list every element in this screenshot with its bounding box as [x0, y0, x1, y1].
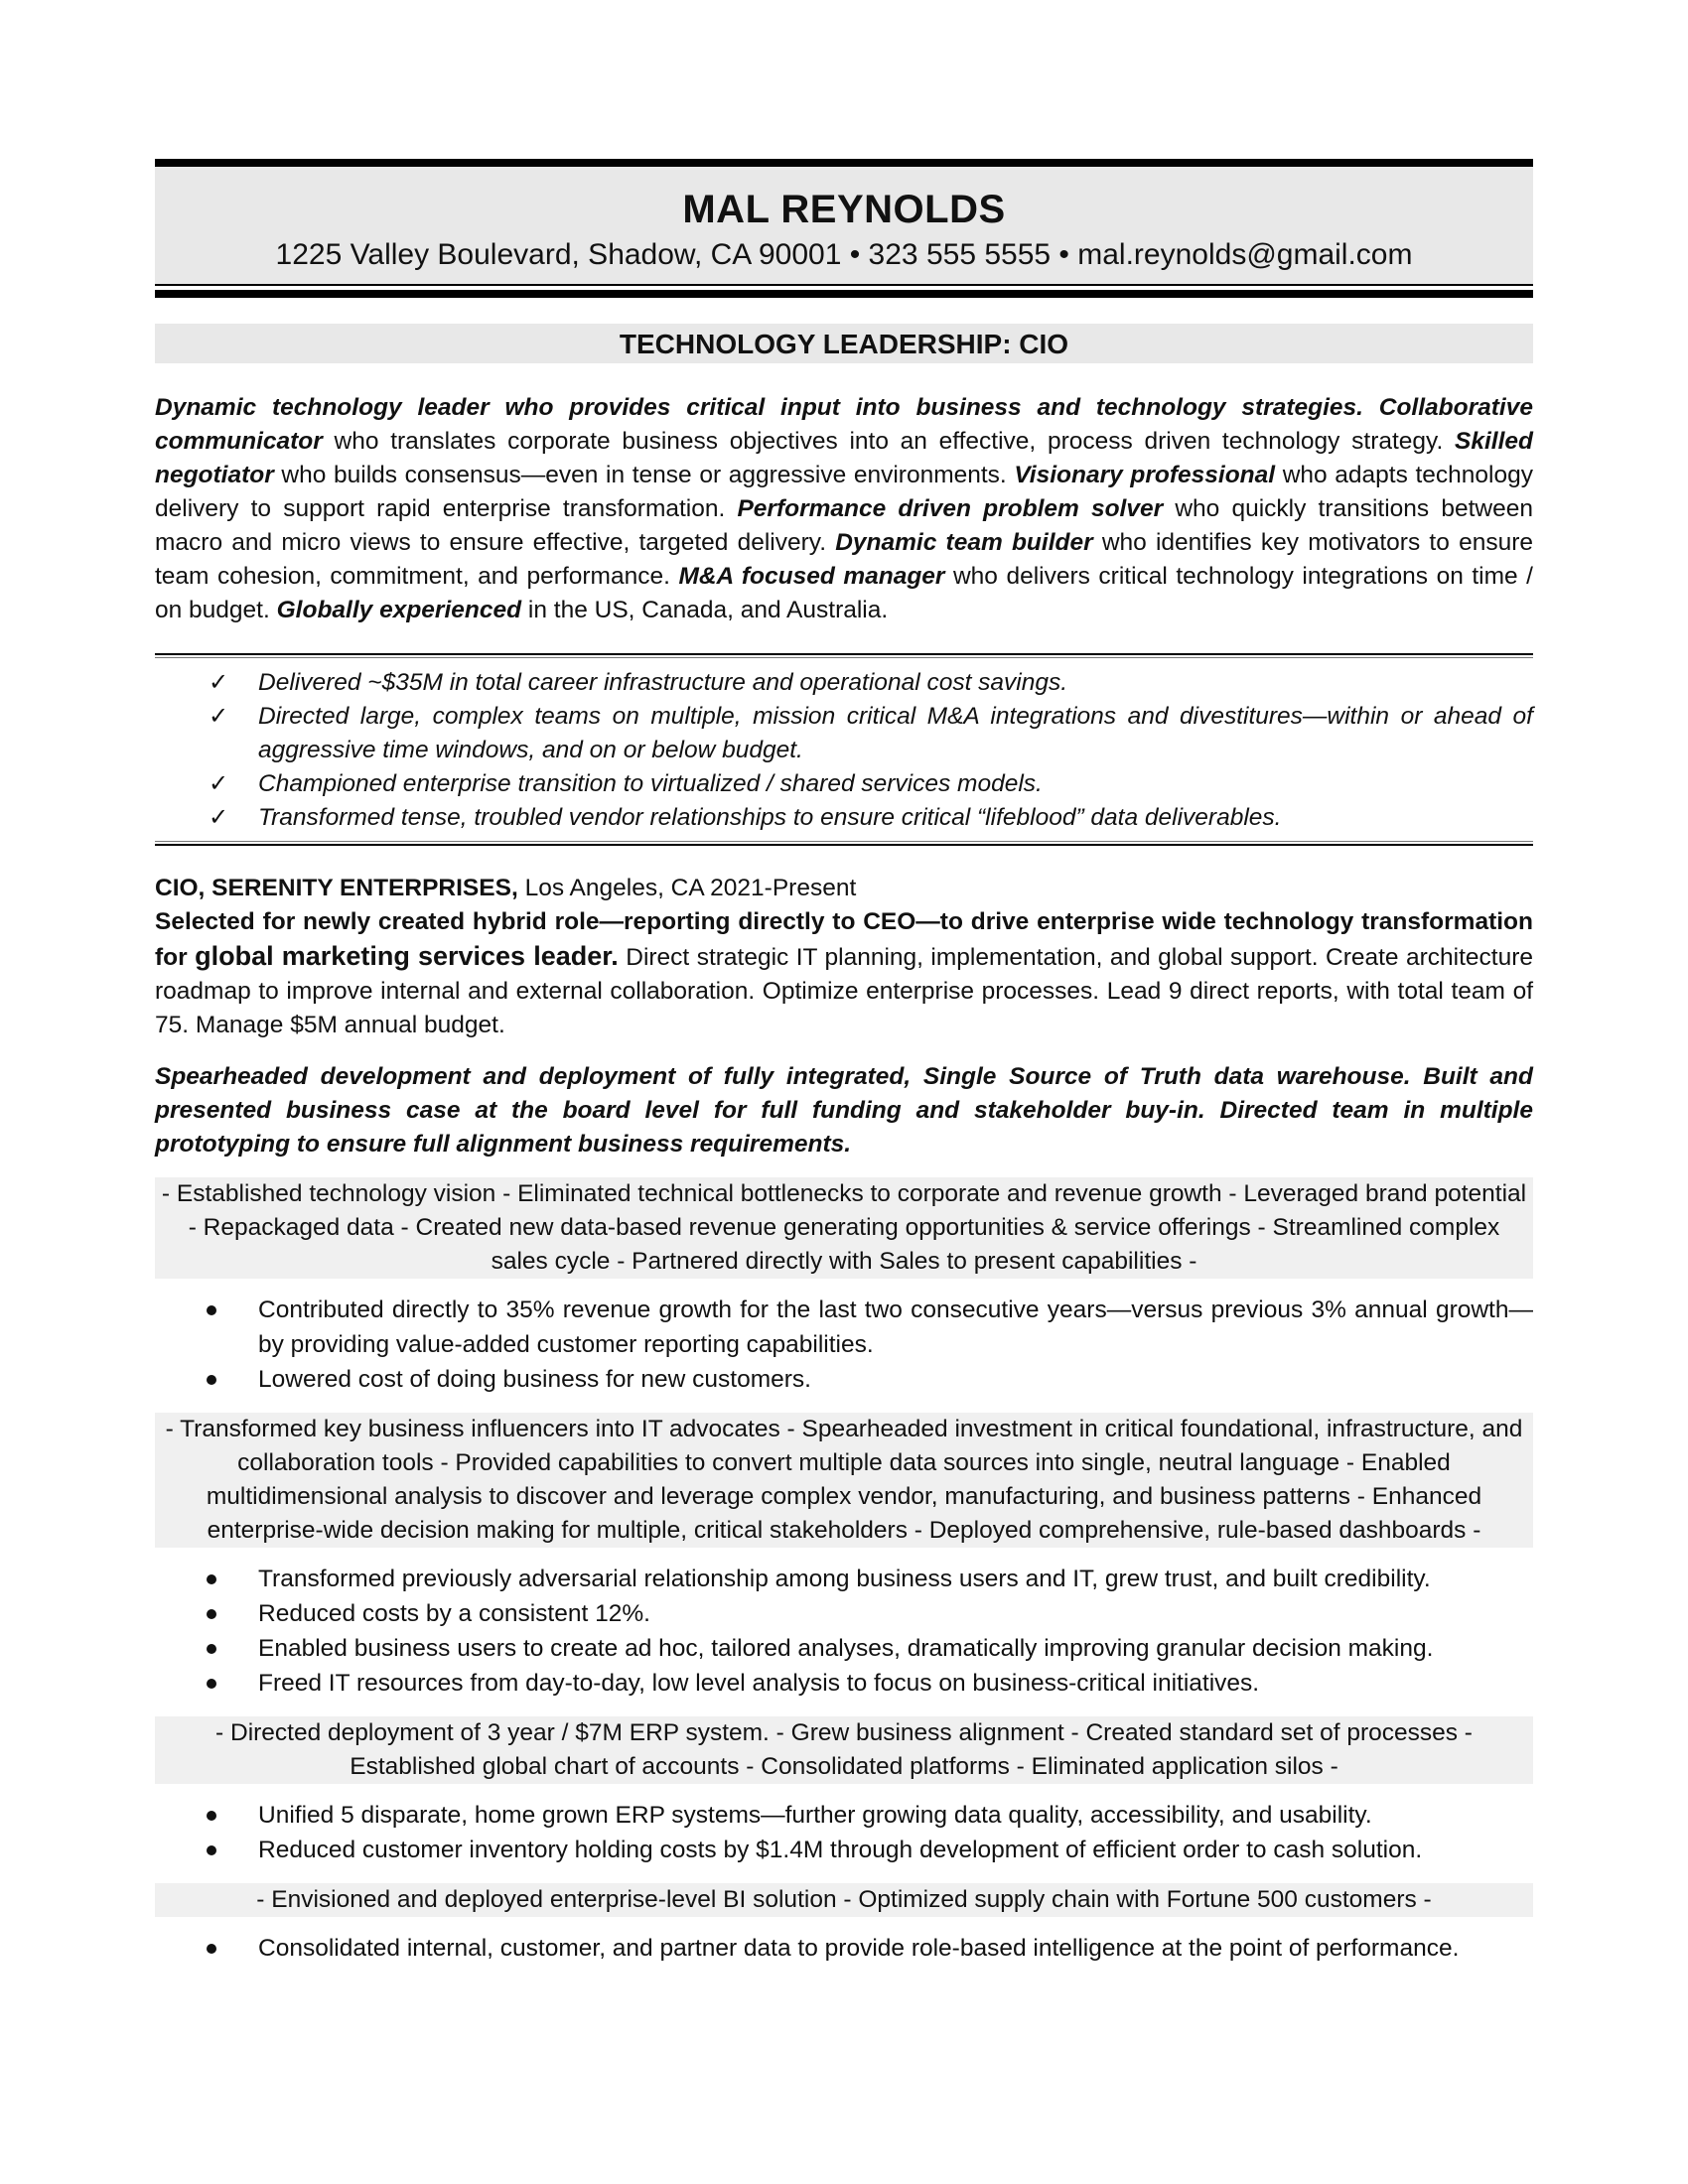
job-lead-rest: Direct strategic IT planning, implementation, and global support. Create architecture roadmap to improve internal and external collaboration. Optimize enterprise processes. Lead 9 direct reports, with total team of 75. Manage $5M annual budget. — [155, 944, 1533, 1038]
bullet-item — [155, 1562, 1533, 1596]
achievement-bullets — [155, 1562, 1533, 1701]
job-initiative: Spearheaded development and deployment of fully integrated, Single Source of Truth data warehouse. Built and presented business case at the board level for full funding and stakeholder buy-in. Directed team in multiple prototyping to ensure full alignment business requirements. — [155, 1063, 1533, 1158]
checkmark-icon: ✓ — [209, 804, 229, 831]
achievement-summary: - Envisioned and deployed enterprise-level BI solution - Optimized supply chain with Fortune 500 customers - — [155, 1883, 1533, 1917]
highlights-list — [155, 658, 1533, 841]
summary-text: who builds consensus—even in tense or aggressive environments. — [273, 462, 1015, 488]
achievement-bullets — [155, 1798, 1533, 1867]
highlight-text: Delivered ~$35M in total career infrastructure and operational cost savings. — [258, 669, 1068, 696]
section-title: TECHNOLOGY LEADERSHIP: CIO — [155, 324, 1533, 363]
achievement-summary: - Directed deployment of 3 year / $7M ERP system. - Grew business alignment - Created standard set of processes - Established global chart of accounts - Consolidated platforms - Eliminated application silos - — [155, 1716, 1533, 1784]
checkmark-icon: ✓ — [209, 703, 229, 730]
highlights-bottom-rule — [155, 844, 1533, 846]
bullet-item — [155, 1362, 1533, 1397]
bullet-text: Enabled business users to create ad hoc, tailored analyses, dramatically improving granular decision making. — [258, 1635, 1434, 1662]
bullet-icon — [207, 1679, 216, 1689]
bullet-text: Lowered cost of doing business for new customers. — [258, 1366, 811, 1393]
achievement-bullets — [155, 1931, 1533, 1966]
summary-emphasis: Dynamic team builder — [835, 529, 1093, 556]
candidate-name: MAL REYNOLDS — [682, 188, 1006, 231]
bullet-icon — [207, 1574, 216, 1584]
highlight-item — [155, 801, 1533, 835]
highlight-text: Transformed tense, troubled vendor relationships to ensure critical “lifeblood” data deliverables. — [258, 804, 1282, 831]
achievement-blocks — [155, 1177, 1533, 1966]
checkmark-icon: ✓ — [209, 669, 229, 696]
bullet-icon — [207, 1375, 216, 1385]
bullet-icon — [207, 1305, 216, 1315]
summary-emphasis: Collaborative communicator — [155, 394, 1533, 455]
bullet-text: Reduced costs by a consistent 12%. — [258, 1600, 650, 1627]
summary-text: who identifies key motivators to ensure team cohesion, commitment, and performance. — [155, 529, 1533, 590]
summary-text: in the US, Canada, and Australia. — [521, 597, 889, 623]
job-heading — [155, 872, 1533, 905]
header-top-rule — [155, 159, 1533, 167]
achievement-bullets — [155, 1293, 1533, 1397]
job-location-dates: Los Angeles, CA 2021-Present — [517, 875, 857, 901]
job-lead-paragraph — [155, 905, 1533, 1042]
header-bottom-rule — [155, 290, 1533, 298]
summary-emphasis: Performance driven problem solver — [737, 495, 1164, 522]
bullet-icon — [207, 1845, 216, 1855]
job-title-company: CIO, SERENITY ENTERPRISES, — [155, 875, 518, 901]
bullet-item — [155, 1931, 1533, 1966]
achievement-summary: - Established technology vision - Eliminated technical bottlenecks to corporate and revenue growth - Leveraged brand potential - Repackaged data - Created new data-based revenue generating opportunities & service offerings - Streamlined complex sales cycle - Partnered directly with Sales to present capabilities - — [155, 1177, 1533, 1279]
job-lead-big: global marketing services leader. — [195, 941, 619, 971]
summary-text — [1363, 394, 1379, 421]
header-band — [155, 171, 1533, 284]
bullet-text: Transformed previously adversarial relationship among business users and IT, grew trust, and built credibility. — [258, 1566, 1431, 1592]
highlight-item — [155, 700, 1533, 767]
contact-line: 1225 Valley Boulevard, Shadow, CA 90001 • 323 555 5555 • mal.reynolds@gmail.com — [275, 238, 1413, 271]
summary-text: who translates corporate business objectives into an effective, process driven technology strategy. — [322, 428, 1456, 455]
summary-emphasis: Skilled negotiator — [155, 428, 1533, 488]
summary-text: who delivers critical technology integrations on time / on budget. — [155, 563, 1533, 623]
bullet-icon — [207, 1644, 216, 1654]
bullet-item — [155, 1596, 1533, 1631]
resume-header — [155, 159, 1533, 298]
job-entry — [155, 872, 1533, 1966]
bullet-icon — [207, 1811, 216, 1821]
summary-emphasis: Dynamic technology leader who provides critical input into business and technology strategies. — [155, 394, 1363, 421]
summary-emphasis: M&A focused manager — [678, 563, 945, 590]
summary-emphasis: Visionary professional — [1014, 462, 1276, 488]
highlight-text: Directed large, complex teams on multiple, mission critical M&A integrations and divestitures—within or ahead of aggressive time windows, and on or below budget. — [258, 703, 1533, 763]
checkmark-icon: ✓ — [209, 770, 229, 797]
bullet-text: Reduced customer inventory holding costs by $1.4M through development of efficient order to cash solution. — [258, 1837, 1423, 1863]
achievement-summary: - Transformed key business influencers into IT advocates - Spearheaded investment in critical foundational, infrastructure, and collaboration tools - Provided capabilities to convert multiple data sources into single, neutral language - Enabled multidimensional analysis to discover and leverage complex vendor, manufacturing, and business patterns - Enhanced enterprise-wide decision making for multiple, critical stakeholders - Deployed comprehensive, rule-based dashboards - — [155, 1413, 1533, 1548]
bullet-icon — [207, 1944, 216, 1954]
professional-summary — [155, 391, 1533, 627]
summary-text: who adapts technology delivery to support rapid enterprise transformation. — [155, 462, 1533, 522]
highlight-item — [155, 767, 1533, 801]
bullet-item — [155, 1293, 1533, 1362]
bullet-text: Consolidated internal, customer, and partner data to provide role-based intelligence at the point of performance. — [258, 1935, 1460, 1962]
highlight-item — [155, 666, 1533, 700]
career-highlights — [155, 653, 1533, 846]
highlight-text: Championed enterprise transition to virtualized / shared services models. — [258, 770, 1043, 797]
bullet-text: Freed IT resources from day-to-day, low level analysis to focus on business-critical initiatives. — [258, 1670, 1260, 1697]
bullet-item — [155, 1631, 1533, 1666]
bullet-icon — [207, 1609, 216, 1619]
bullet-text: Unified 5 disparate, home grown ERP systems—further growing data quality, accessibility, and usability. — [258, 1802, 1372, 1829]
summary-emphasis: Globally experienced — [276, 597, 522, 623]
bullet-item — [155, 1798, 1533, 1833]
summary-text: who quickly transitions between macro and micro views to ensure effective, targeted delivery. — [155, 495, 1533, 556]
bullet-text: Contributed directly to 35% revenue growth for the last two consecutive years—versus previous 3% annual growth—by providing value-added customer reporting capabilities. — [258, 1297, 1533, 1358]
bullet-item — [155, 1833, 1533, 1867]
job-lead-bold: Selected for newly created hybrid role—reporting directly to CEO—to drive enterprise wide technology transformation for — [155, 908, 1533, 971]
bullet-item — [155, 1666, 1533, 1701]
